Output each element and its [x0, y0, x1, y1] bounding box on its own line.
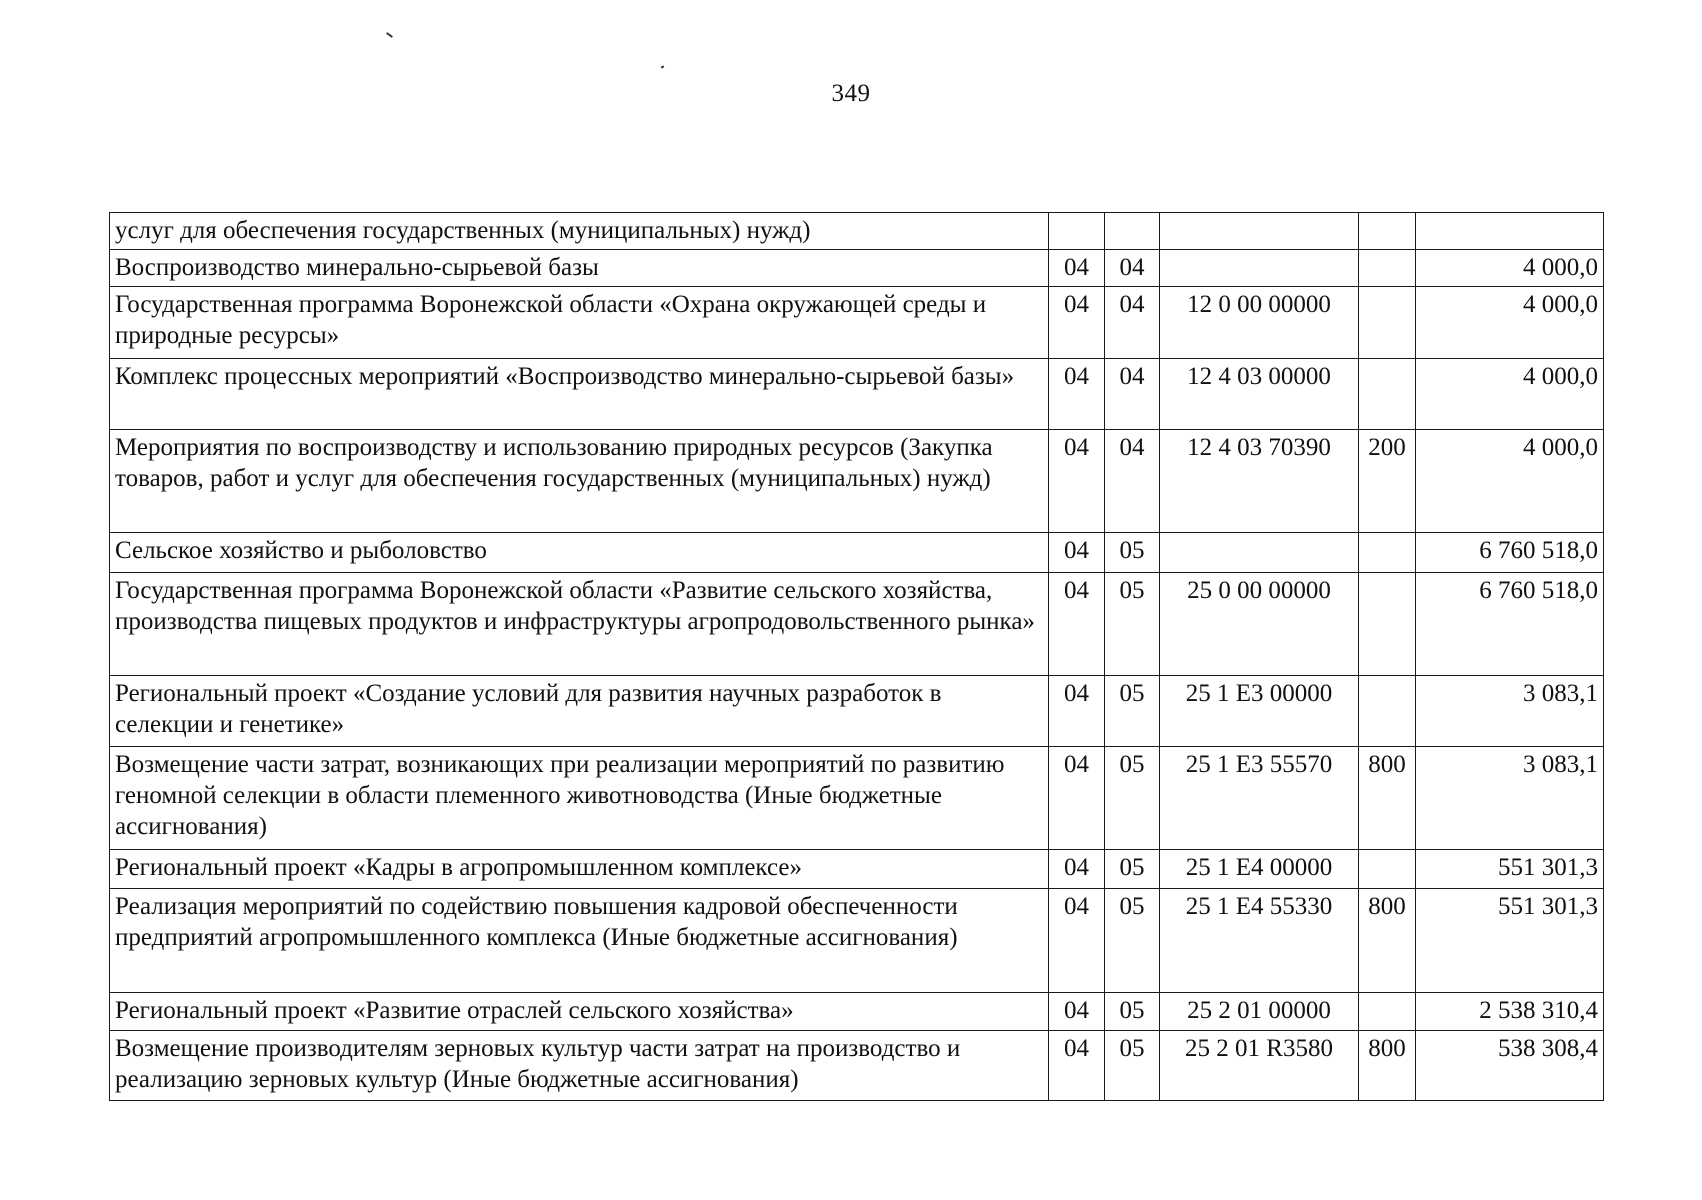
amount-cell: 6 760 518,0 [1416, 573, 1604, 676]
target-article-cell: 12 4 03 70390 [1160, 430, 1359, 533]
target-article-cell: 25 1 Е4 55330 [1160, 889, 1359, 993]
section-code-cell: 04 [1049, 747, 1105, 850]
row-name-cell: Мероприятия по воспроизводству и использованию природных ресурсов (Закупка товаров, работ и услуг для обеспечения государственных (муниципальных) нужд) [110, 430, 1049, 533]
expense-type-cell: 800 [1359, 1031, 1416, 1101]
row-name-cell: Государственная программа Воронежской области «Охрана окружающей среды и природные ресурсы» [110, 287, 1049, 359]
row-name-cell: Сельское хозяйство и рыболовство [110, 533, 1049, 573]
section-code-cell [1049, 213, 1105, 250]
table-row [110, 213, 1604, 250]
expense-type-cell [1359, 573, 1416, 676]
expense-type-cell [1359, 533, 1416, 573]
row-name-cell: Региональный проект «Создание условий для развития научных разработок в селекции и генетике» [110, 676, 1049, 747]
target-article-cell [1160, 250, 1359, 287]
expense-type-cell [1359, 850, 1416, 889]
subsection-code-cell: 04 [1105, 430, 1160, 533]
target-article-cell: 25 2 01 00000 [1160, 993, 1359, 1031]
subsection-code-cell: 04 [1105, 287, 1160, 359]
amount-cell: 3 083,1 [1416, 747, 1604, 850]
target-article-cell: 25 1 Е4 00000 [1160, 850, 1359, 889]
expense-type-cell [1359, 213, 1416, 250]
table-row [110, 676, 1604, 747]
table-row [110, 533, 1604, 573]
target-article-cell: 25 1 Е3 00000 [1160, 676, 1359, 747]
expense-type-cell [1359, 993, 1416, 1031]
row-name-cell: Государственная программа Воронежской области «Развитие сельского хозяйства, производства пищевых продуктов и инфраструктуры агропродовольственного рынка» [110, 573, 1049, 676]
section-code-cell: 04 [1049, 287, 1105, 359]
target-article-cell: 25 2 01 R3580 [1160, 1031, 1359, 1101]
amount-cell: 551 301,3 [1416, 889, 1604, 993]
table-row [110, 747, 1604, 850]
row-name-cell: Реализация мероприятий по содействию повышения кадровой обеспеченности предприятий агропромышленного комплекса (Иные бюджетные ассигнования) [110, 889, 1049, 993]
subsection-code-cell: 05 [1105, 533, 1160, 573]
section-code-cell: 04 [1049, 250, 1105, 287]
amount-cell: 4 000,0 [1416, 287, 1604, 359]
target-article-cell: 25 1 Е3 55570 [1160, 747, 1359, 850]
row-name-cell: Возмещение производителям зерновых культур части затрат на производство и реализацию зерновых культур (Иные бюджетные ассигнования) [110, 1031, 1049, 1101]
table-row [110, 1031, 1604, 1101]
target-article-cell [1160, 533, 1359, 573]
target-article-cell: 12 4 03 00000 [1160, 359, 1359, 430]
table-row [110, 850, 1604, 889]
page-number: 349 [831, 80, 871, 107]
row-name-cell: Региональный проект «Развитие отраслей сельского хозяйства» [110, 993, 1049, 1031]
amount-cell: 2 538 310,4 [1416, 993, 1604, 1031]
scan-speck [386, 32, 393, 38]
scan-speck [661, 65, 665, 68]
table-row [110, 573, 1604, 676]
subsection-code-cell: 04 [1105, 250, 1160, 287]
subsection-code-cell: 05 [1105, 993, 1160, 1031]
section-code-cell: 04 [1049, 676, 1105, 747]
subsection-code-cell: 05 [1105, 1031, 1160, 1101]
section-code-cell: 04 [1049, 993, 1105, 1031]
table-row [110, 889, 1604, 993]
amount-cell: 6 760 518,0 [1416, 533, 1604, 573]
target-article-cell: 12 0 00 00000 [1160, 287, 1359, 359]
subsection-code-cell: 05 [1105, 573, 1160, 676]
row-name-cell: Региональный проект «Кадры в агропромышленном комплексе» [110, 850, 1049, 889]
expense-type-cell [1359, 676, 1416, 747]
amount-cell [1416, 213, 1604, 250]
subsection-code-cell [1105, 213, 1160, 250]
subsection-code-cell: 05 [1105, 889, 1160, 993]
expense-type-cell [1359, 250, 1416, 287]
expense-type-cell: 200 [1359, 430, 1416, 533]
expense-type-cell: 800 [1359, 889, 1416, 993]
row-name-cell: Возмещение части затрат, возникающих при реализации мероприятий по развитию геномной селекции в области племенного животноводства (Иные бюджетные ассигнования) [110, 747, 1049, 850]
table-row [110, 430, 1604, 533]
subsection-code-cell: 05 [1105, 850, 1160, 889]
subsection-code-cell: 05 [1105, 676, 1160, 747]
row-name-cell: Воспроизводство минерально-сырьевой базы [110, 250, 1049, 287]
amount-cell: 551 301,3 [1416, 850, 1604, 889]
subsection-code-cell: 05 [1105, 747, 1160, 850]
amount-cell: 4 000,0 [1416, 359, 1604, 430]
amount-cell: 4 000,0 [1416, 250, 1604, 287]
expense-type-cell: 800 [1359, 747, 1416, 850]
table-row [110, 287, 1604, 359]
budget-table [109, 212, 1604, 1101]
expense-type-cell [1359, 359, 1416, 430]
amount-cell: 4 000,0 [1416, 430, 1604, 533]
target-article-cell: 25 0 00 00000 [1160, 573, 1359, 676]
section-code-cell: 04 [1049, 430, 1105, 533]
section-code-cell: 04 [1049, 889, 1105, 993]
table-row [110, 993, 1604, 1031]
table-row [110, 359, 1604, 430]
section-code-cell: 04 [1049, 850, 1105, 889]
section-code-cell: 04 [1049, 533, 1105, 573]
target-article-cell [1160, 213, 1359, 250]
row-name-cell: услуг для обеспечения государственных (муниципальных) нужд) [110, 213, 1049, 250]
section-code-cell: 04 [1049, 1031, 1105, 1101]
subsection-code-cell: 04 [1105, 359, 1160, 430]
section-code-cell: 04 [1049, 359, 1105, 430]
expense-type-cell [1359, 287, 1416, 359]
row-name-cell: Комплекс процессных мероприятий «Воспроизводство минерально-сырьевой базы» [110, 359, 1049, 430]
amount-cell: 3 083,1 [1416, 676, 1604, 747]
amount-cell: 538 308,4 [1416, 1031, 1604, 1101]
section-code-cell: 04 [1049, 573, 1105, 676]
table-row [110, 250, 1604, 287]
